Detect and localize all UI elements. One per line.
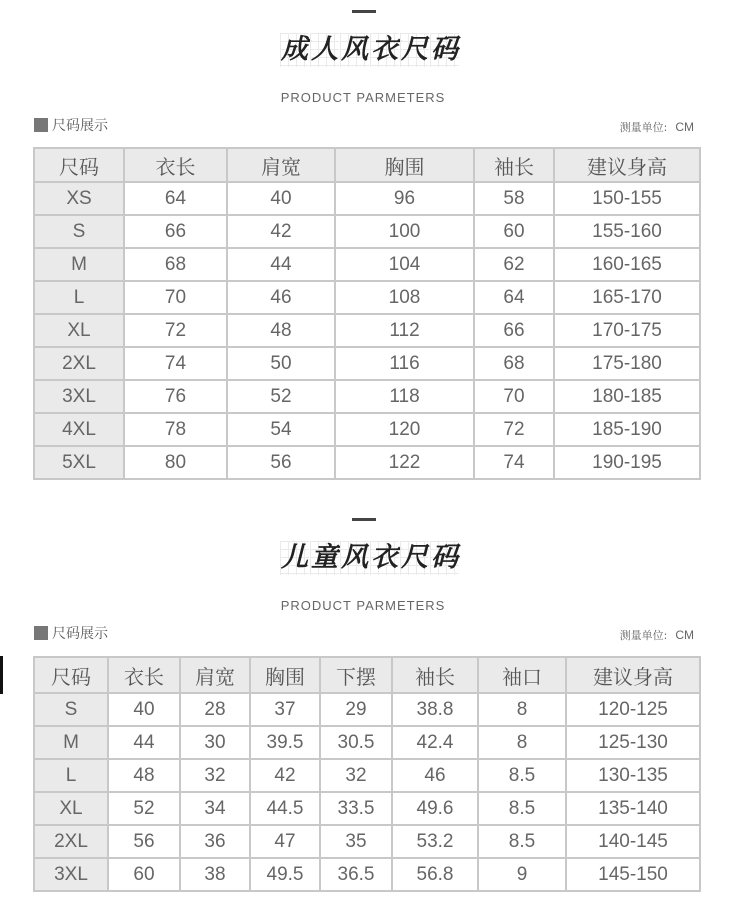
value-cell: 60 xyxy=(108,858,180,891)
adult-unit xyxy=(620,119,694,135)
column-header: 胸围 xyxy=(250,657,320,693)
size-cell: 3XL xyxy=(34,380,124,413)
column-header: 肩宽 xyxy=(180,657,250,693)
table-row xyxy=(34,347,700,380)
value-cell: 122 xyxy=(335,446,474,479)
value-cell: 165-170 xyxy=(554,281,700,314)
kids-size-table xyxy=(33,656,701,892)
title-char: 码 xyxy=(431,34,458,65)
kids-title xyxy=(272,540,468,576)
value-cell: 108 xyxy=(335,281,474,314)
value-cell: 80 xyxy=(124,446,227,479)
unit-value: CM xyxy=(675,628,694,642)
value-cell: 62 xyxy=(474,248,554,281)
value-cell: 37 xyxy=(250,693,320,726)
value-cell: 60 xyxy=(474,215,554,248)
title-char: 人 xyxy=(311,34,338,65)
adult-size-label xyxy=(34,115,108,135)
table-row xyxy=(34,248,700,281)
value-cell: 120-125 xyxy=(566,693,700,726)
size-cell: L xyxy=(34,281,124,314)
column-header: 袖口 xyxy=(478,657,566,693)
value-cell: 120 xyxy=(335,413,474,446)
table-row xyxy=(34,759,700,792)
section-divider xyxy=(352,10,376,13)
value-cell: 64 xyxy=(474,281,554,314)
title-char: 儿 xyxy=(281,542,308,573)
value-cell: 46 xyxy=(392,759,478,792)
title-char: 风 xyxy=(341,542,368,573)
value-cell: 56 xyxy=(227,446,335,479)
column-header: 建议身高 xyxy=(554,148,700,182)
value-cell: 116 xyxy=(335,347,474,380)
value-cell: 34 xyxy=(180,792,250,825)
table-header-row xyxy=(34,657,700,693)
unit-value: CM xyxy=(675,120,694,134)
size-cell: L xyxy=(34,759,108,792)
table-row xyxy=(34,281,700,314)
size-cell: XL xyxy=(34,792,108,825)
value-cell: 58 xyxy=(474,182,554,215)
value-cell: 46 xyxy=(227,281,335,314)
value-cell: 140-145 xyxy=(566,825,700,858)
value-cell: 38 xyxy=(180,858,250,891)
value-cell: 30 xyxy=(180,726,250,759)
value-cell: 40 xyxy=(227,182,335,215)
size-cell: S xyxy=(34,693,108,726)
value-cell: 145-150 xyxy=(566,858,700,891)
value-cell: 135-140 xyxy=(566,792,700,825)
kids-size-label xyxy=(34,623,108,643)
value-cell: 185-190 xyxy=(554,413,700,446)
column-header: 袖长 xyxy=(392,657,478,693)
edge-mark xyxy=(0,656,3,694)
title-char: 衣 xyxy=(371,542,398,573)
column-header: 下摆 xyxy=(320,657,392,693)
table-row xyxy=(34,693,700,726)
value-cell: 8.5 xyxy=(478,825,566,858)
value-cell: 32 xyxy=(320,759,392,792)
value-cell: 50 xyxy=(227,347,335,380)
value-cell: 53.2 xyxy=(392,825,478,858)
value-cell: 68 xyxy=(124,248,227,281)
table-row xyxy=(34,380,700,413)
value-cell: 66 xyxy=(474,314,554,347)
value-cell: 52 xyxy=(227,380,335,413)
value-cell: 68 xyxy=(474,347,554,380)
value-cell: 40 xyxy=(108,693,180,726)
value-cell: 8 xyxy=(478,726,566,759)
table-row xyxy=(34,314,700,347)
title-char: 尺 xyxy=(401,34,428,65)
value-cell: 160-165 xyxy=(554,248,700,281)
value-cell: 36.5 xyxy=(320,858,392,891)
size-cell: S xyxy=(34,215,124,248)
value-cell: 44.5 xyxy=(250,792,320,825)
table-row xyxy=(34,825,700,858)
title-char: 成 xyxy=(281,34,308,65)
value-cell: 38.8 xyxy=(392,693,478,726)
column-header: 衣长 xyxy=(108,657,180,693)
value-cell: 175-180 xyxy=(554,347,700,380)
adult-size-table xyxy=(33,147,701,480)
value-cell: 72 xyxy=(474,413,554,446)
value-cell: 130-135 xyxy=(566,759,700,792)
value-cell: 100 xyxy=(335,215,474,248)
unit-label: 测量单位: xyxy=(619,121,668,134)
square-bullet-icon xyxy=(34,626,48,640)
value-cell: 70 xyxy=(124,281,227,314)
table-row xyxy=(34,792,700,825)
table-row xyxy=(34,726,700,759)
value-cell: 180-185 xyxy=(554,380,700,413)
value-cell: 42.4 xyxy=(392,726,478,759)
value-cell: 112 xyxy=(335,314,474,347)
value-cell: 76 xyxy=(124,380,227,413)
value-cell: 52 xyxy=(108,792,180,825)
value-cell: 42 xyxy=(250,759,320,792)
size-cell: XS xyxy=(34,182,124,215)
value-cell: 64 xyxy=(124,182,227,215)
table-row xyxy=(34,182,700,215)
value-cell: 42 xyxy=(227,215,335,248)
value-cell: 48 xyxy=(227,314,335,347)
value-cell: 56.8 xyxy=(392,858,478,891)
title-char: 童 xyxy=(311,542,338,573)
kids-unit xyxy=(620,627,694,643)
value-cell: 72 xyxy=(124,314,227,347)
value-cell: 32 xyxy=(180,759,250,792)
square-bullet-icon xyxy=(34,118,48,132)
unit-label: 测量单位: xyxy=(619,629,668,642)
value-cell: 66 xyxy=(124,215,227,248)
value-cell: 49.5 xyxy=(250,858,320,891)
table-row xyxy=(34,413,700,446)
value-cell: 125-130 xyxy=(566,726,700,759)
value-cell: 190-195 xyxy=(554,446,700,479)
value-cell: 9 xyxy=(478,858,566,891)
title-char: 码 xyxy=(431,542,458,573)
value-cell: 8.5 xyxy=(478,759,566,792)
kids-size-section xyxy=(0,508,750,923)
column-header: 袖长 xyxy=(474,148,554,182)
value-cell: 155-160 xyxy=(554,215,700,248)
value-cell: 74 xyxy=(474,446,554,479)
value-cell: 30.5 xyxy=(320,726,392,759)
size-cell: 2XL xyxy=(34,825,108,858)
column-header: 建议身高 xyxy=(566,657,700,693)
label-text: 尺码展示 xyxy=(52,118,108,134)
value-cell: 44 xyxy=(108,726,180,759)
value-cell: 118 xyxy=(335,380,474,413)
adult-subtitle: PRODUCT PARMETERS xyxy=(280,90,446,105)
value-cell: 8 xyxy=(478,693,566,726)
value-cell: 35 xyxy=(320,825,392,858)
value-cell: 56 xyxy=(108,825,180,858)
value-cell: 150-155 xyxy=(554,182,700,215)
value-cell: 96 xyxy=(335,182,474,215)
value-cell: 48 xyxy=(108,759,180,792)
value-cell: 170-175 xyxy=(554,314,700,347)
value-cell: 104 xyxy=(335,248,474,281)
title-char: 衣 xyxy=(371,34,398,65)
size-cell: 2XL xyxy=(34,347,124,380)
column-header: 肩宽 xyxy=(227,148,335,182)
value-cell: 47 xyxy=(250,825,320,858)
value-cell: 33.5 xyxy=(320,792,392,825)
value-cell: 39.5 xyxy=(250,726,320,759)
value-cell: 70 xyxy=(474,380,554,413)
value-cell: 44 xyxy=(227,248,335,281)
table-row xyxy=(34,446,700,479)
value-cell: 74 xyxy=(124,347,227,380)
column-header: 尺码 xyxy=(34,148,124,182)
table-header-row xyxy=(34,148,700,182)
size-cell: M xyxy=(34,248,124,281)
label-text: 尺码展示 xyxy=(52,626,108,642)
title-char: 风 xyxy=(341,34,368,65)
table-row xyxy=(34,215,700,248)
size-cell: M xyxy=(34,726,108,759)
value-cell: 8.5 xyxy=(478,792,566,825)
size-cell: 4XL xyxy=(34,413,124,446)
value-cell: 28 xyxy=(180,693,250,726)
column-header: 尺码 xyxy=(34,657,108,693)
adult-title xyxy=(272,32,468,68)
value-cell: 78 xyxy=(124,413,227,446)
size-cell: 3XL xyxy=(34,858,108,891)
size-cell: XL xyxy=(34,314,124,347)
kids-subtitle: PRODUCT PARMETERS xyxy=(280,598,446,613)
value-cell: 54 xyxy=(227,413,335,446)
title-char: 尺 xyxy=(401,542,428,573)
column-header: 衣长 xyxy=(124,148,227,182)
value-cell: 29 xyxy=(320,693,392,726)
value-cell: 49.6 xyxy=(392,792,478,825)
size-cell: 5XL xyxy=(34,446,124,479)
column-header: 胸围 xyxy=(335,148,474,182)
section-divider xyxy=(352,518,376,521)
table-row xyxy=(34,858,700,891)
value-cell: 36 xyxy=(180,825,250,858)
